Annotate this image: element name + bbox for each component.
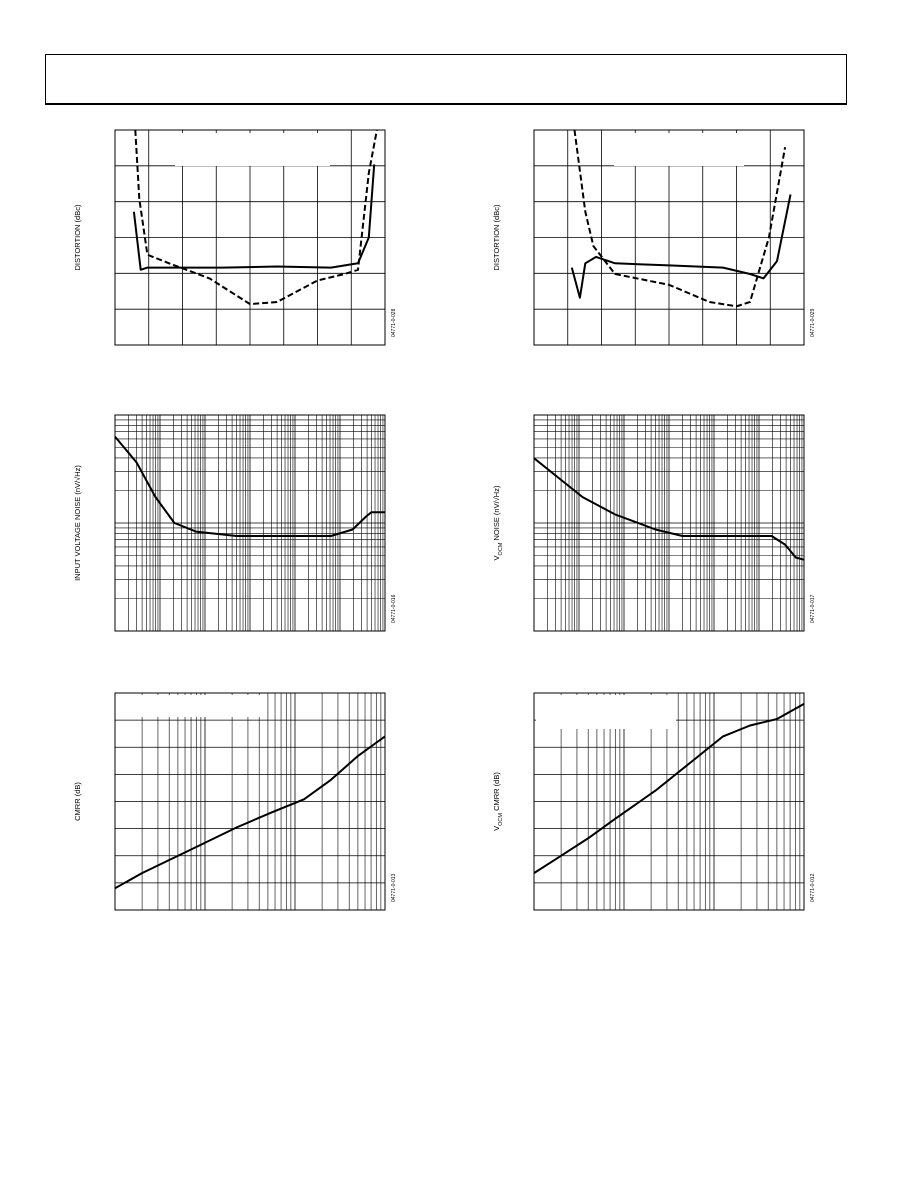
figure-id: 04771-0-012	[810, 873, 816, 902]
series-line-1-solid	[134, 164, 374, 269]
chart-5	[73, 693, 397, 910]
legend-area	[614, 133, 744, 166]
figure-id: 04771-0-013	[391, 873, 397, 902]
chart-2	[492, 130, 816, 345]
chart-4	[492, 415, 816, 631]
series-line-1-solid	[115, 736, 385, 888]
y-axis-label: CMRR (dB)	[73, 782, 82, 821]
chart-grid	[115, 693, 385, 910]
legend-area	[117, 695, 265, 717]
figure-id: 04771-0-029	[810, 308, 816, 337]
legend-area	[536, 695, 676, 729]
y-axis-label: DISTORTION (dBc)	[73, 204, 82, 271]
y-axis-label: $V_{OCM}$ NOISE (nV/√Hz)	[492, 485, 504, 561]
y-axis-label: INPUT VOLTAGE NOISE (nV/√Hz)	[73, 465, 82, 581]
figure-id: 04771-0-028	[391, 308, 397, 337]
chart-grid	[534, 415, 804, 631]
chart-grid	[115, 415, 385, 631]
series-line-1-solid	[572, 195, 791, 298]
figure-id: 04771-0-017	[810, 594, 816, 623]
chart-1	[73, 130, 397, 345]
y-axis-label: $V_{OCM}$ CMRR (dB)	[492, 772, 504, 831]
figure-id: 04771-0-016	[391, 594, 397, 623]
chart-6	[492, 693, 816, 910]
y-axis-label: DISTORTION (dBc)	[492, 204, 501, 271]
legend-area	[175, 133, 330, 166]
chart-3	[73, 415, 397, 631]
series-line-1-solid	[534, 704, 804, 873]
